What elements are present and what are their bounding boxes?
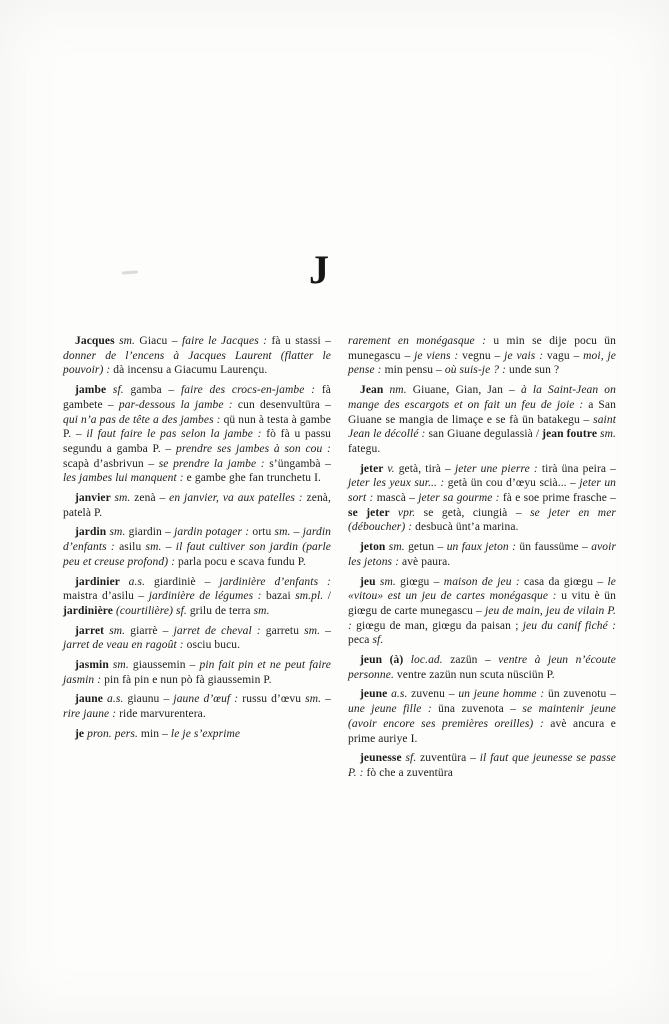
entry-italic-text: jardinière de légumes : [148,590,262,603]
dictionary-entry-jardin [63,520,331,569]
entry-italic-text: un jeune homme : [458,688,545,701]
entry-text: vegnu – [458,349,505,362]
entry-italic-text: se maintenir jeune (avoir encore ses premières oreilles) : [348,703,617,730]
entry-italic-text: il faut faire le pas selon la jambe : [86,428,262,441]
entry-italic-text: sm. [109,526,126,539]
entry-text: fò fà u passu segundu a gamba P. – [63,428,332,455]
entry-italic-text: une jeune fille : [348,703,432,716]
entry-text: – [161,541,176,554]
entry-italic-text: pin fait pin et ne peut faire jasmin : [63,659,331,686]
entry-text: giaussemin – [128,659,200,672]
entry-italic-text: jardin d’enfants : [63,526,331,554]
entry-italic-text: jardin potager : [174,526,250,539]
entry-italic-text: vpr. [397,506,416,519]
entry-italic-text: un faux jeton : [446,541,517,554]
entry-italic-text: avoir les jetons : [348,541,617,568]
entry-italic-text: sf. [112,384,124,397]
entry-text: asilu [114,541,146,554]
entry-italic-text: jarret de cheval : [173,624,261,637]
entry-text: pin fà pin e nun pò fà giaussemin P. [101,673,272,686]
entry-italic-text: faire des crocs-en-jambe : [181,384,316,397]
entry-text: giœgu de man, giœgu da paisan ; [351,619,523,632]
dictionary-entry-jambe [63,378,331,486]
entry-italic-text: nm. [389,384,407,397]
headword: janvier [75,492,115,505]
entry-text: ün faussüme – [516,541,592,554]
entry-italic-text: jeter un sort : [348,477,617,505]
dictionary-entry-jeun-a [348,648,616,682]
entry-text: giaunu – [123,693,174,706]
headword: je [75,727,88,740]
entry-text: unde sun ? [506,364,560,377]
entry-italic-text: sm. [145,541,162,554]
entry-text: ventre zazün nun scuta nüsciün P. [393,668,555,681]
headword: jeunesse [360,752,406,765]
headword: jeter [360,462,388,475]
entry-text: qü nun à testa à gambe P. – [63,413,331,441]
entry-text: getà, tirà – [394,462,455,475]
entry-italic-text: sm. [119,335,136,347]
headword: jeune [360,688,392,701]
entry-text: parla pocu e scava fundu P. [175,555,306,568]
headword: Jacques [75,335,120,347]
right-column [348,334,616,781]
entry-italic-text: sm. [600,428,617,441]
headword: Jean [360,384,390,397]
entry-text: zenà, patelà P. [63,492,331,519]
entry-text: giardiniè – [145,575,220,588]
entry-text: getà ün cou d’œyu scià... – [444,477,580,490]
entry-text: min – [137,727,171,740]
dictionary-entry-jeunesse [348,746,616,780]
entry-text: casa da giœgu – [519,575,608,588]
entry-italic-text: le «vitou» est un jeu de cartes monégasque : [348,575,616,603]
entry-italic-text: sm. [388,541,405,554]
entry-italic-text: se jeter en mer (déboucher) : [348,506,616,534]
entry-text: tirà üna peira – [537,462,616,475]
entry-text: avè paura. [399,555,451,568]
entry-italic-text: se prendre la jambe : [158,457,265,470]
entry-text: – [320,624,332,637]
entry-italic-text: par-dessous la jambe : [118,398,233,411]
entry-italic-text: a.s. [128,575,146,588]
entry-text: zenà – [130,492,170,505]
entry-italic-text: sm. [114,492,131,505]
dictionary-entry-je [63,722,331,742]
dictionary-entry-jeton [348,535,616,569]
entry-italic-text: pron. pers. [87,727,138,740]
headword: jeun (à) [360,654,411,667]
headword: jeu [360,575,380,588]
dictionary-entry-jarret [63,619,331,653]
entry-text: zazün – [442,654,499,667]
entry-italic-text: je vais : [504,349,544,362]
entry-italic-text: moi, je pense : [348,349,616,377]
section-letter-heading: J [309,247,329,292]
headword: jardin [75,526,110,539]
entry-text: se getà, ciungià – [415,506,531,519]
entry-text: – [290,526,303,539]
entry-italic-text: sm. [109,624,126,637]
entry-italic-text: rire jaune : [63,708,117,721]
left-column [63,334,331,781]
entry-italic-text: maison de jeu : [443,575,520,588]
entry-italic-text: qui n’a pas de tête a des jambes : [63,413,221,426]
entry-text: avè ancura e prime auriye I. [348,717,616,745]
entry-text: fà gambete – [63,384,331,411]
entry-italic-text: les jambes lui manquent : [63,472,184,485]
entry-text: san Giuane degulassià / [425,428,543,441]
entry-italic-text: sm. [305,693,322,706]
entry-italic-text: rarement en monégasque : [348,335,487,347]
entry-text: fò che a zuventüra [363,766,453,779]
entry-italic-text: donner de l’encens à Jacques Laurent (flatter le pouvoir) : [63,349,331,377]
entry-text: e gambe ghe fan trunchetu I. [183,472,322,485]
entry-text: Giuane, Gian, Jan – [406,384,521,397]
entry-text: giardin – [125,526,175,539]
dictionary-entry-jacques [63,334,331,378]
entry-italic-text: jardinière d’enfants : [219,575,331,588]
entry-text: scapà d’asbrivun – [63,457,159,470]
dictionary-entry-je-continuation [348,334,616,378]
dictionary-entry-jeune [348,682,616,746]
entry-italic-text: il faut que jeunesse se passe P. : [348,752,616,779]
entry-italic-text: jeter une pierre : [454,462,538,475]
entry-italic-text: sm. [304,624,321,637]
headword: jeton [360,541,389,554]
entry-italic-text: il faut cultiver son jardin (parle peu et creuse profond) : [63,541,331,568]
entry-italic-text: je viens : [414,349,459,362]
entry-text: a San Giuane se mangia de limaçe e se fà ün batakegu – [348,398,616,426]
entry-italic-text: sm. [253,604,270,617]
entry-italic-text: v. [387,462,395,475]
entry-text: osciu bucu. [183,639,241,652]
entry-italic-text: jeu de main, jeu de vilain P. : [348,604,616,632]
headword: se jeter [348,506,398,519]
entry-italic-text: jarret de veau en ragoût : [63,639,184,652]
entry-text: fategu. [348,442,381,455]
entry-italic-text: sf. [372,634,384,647]
entry-italic-text: en janvier, va aux patelles : [169,492,303,505]
entry-italic-text: jeter sa gourme : [418,492,500,505]
entry-text: u vitu è ün giœgu de carte munegascu – [348,590,616,617]
entry-text: vagu – [543,349,584,362]
entry-italic-text: a.s. [391,688,408,701]
entry-text: russu d’œvu [238,693,306,706]
entry-italic-text: prendre ses jambes à son cou : [175,442,331,455]
entry-italic-text: sm. [112,659,129,672]
entry-text: s’üngambà – [264,457,331,470]
entry-text: zuvenu – [407,688,459,701]
entry-italic-text: à la Saint-Jean on mange des escargots et on fait un feu de joie : [348,384,616,411]
entry-italic-text: sf. [405,752,417,765]
entry-text: ortu [249,526,275,539]
entry-text: u min se dije pocu ün munegascu – [348,335,616,362]
dictionary-entry-jean [348,378,616,457]
headword: jean foutre [542,428,601,441]
entry-text: cun desenvultüra – [232,398,332,411]
entry-italic-text: jeu du canif fiché : [522,619,616,632]
dictionary-entry-jeu [348,570,616,649]
entry-text: ün zuvenotu – [544,688,616,701]
entry-text: gamba – [123,384,182,397]
entry-text: / [323,590,331,603]
headword: jardinière [63,604,116,617]
entry-italic-text: jaune d’œuf : [173,693,239,706]
entry-italic-text: loc.ad. [410,654,443,667]
entry-text: mascà – [373,492,419,505]
dictionary-entry-jeter [348,457,616,536]
entry-italic-text: ventre à jeun n’écoute personne. [348,654,616,681]
entry-text: bazai [261,590,296,603]
entry-text: giœgu – [395,575,444,588]
entry-text: fà e soe prime frasche – [499,492,617,505]
entry-text: Giacu – [135,335,182,347]
entry-italic-text: le je s’exprime [170,727,241,740]
entry-italic-text: sm. [274,526,291,539]
entry-text: dà incensu a Giacumu Laurençu. [110,364,268,377]
entry-italic-text: faire le Jacques : [182,335,268,347]
entry-text: getun – [404,541,447,554]
headword: jaune [75,693,108,706]
entry-text: ride marvurentera. [116,708,206,721]
headword: jarret [75,624,110,637]
entry-italic-text: où suis-je ? : [444,364,507,377]
headword: jambe [75,384,113,397]
entry-text: min pensu – [381,364,445,377]
entry-text: fà u stassi – [267,335,331,347]
dictionary-entry-jasmin [63,653,331,687]
entry-text: üna zuvenota – [431,703,523,716]
entry-text: garretu [260,624,305,637]
headword: jardinier [75,575,129,588]
dictionary-entry-jardinier [63,570,331,619]
entry-italic-text: saint Jean le décollé : [348,413,616,441]
entry-italic-text: jeter les yeux sur... : [348,477,445,490]
entry-text: grilu de terra [186,604,254,617]
entry-italic-text: sm.pl. [295,590,324,603]
entry-text: maistra d’asilu – [63,590,149,603]
dictionary-entry-jaune [63,687,331,721]
dictionary-entry-janvier [63,486,331,520]
entry-italic-text: sm. [379,575,396,588]
entry-text: zuventüra – [416,752,480,765]
entry-text: giarrè – [125,624,174,637]
text-columns [63,334,617,781]
entry-text: peca [348,634,373,647]
entry-text: – [321,693,332,706]
headword: jasmin [75,659,113,672]
entry-italic-text: (courtilière) sf. [115,604,187,617]
entry-italic-text: a.s. [107,693,124,706]
entry-text: desbucà ünt’a marina. [412,521,519,534]
